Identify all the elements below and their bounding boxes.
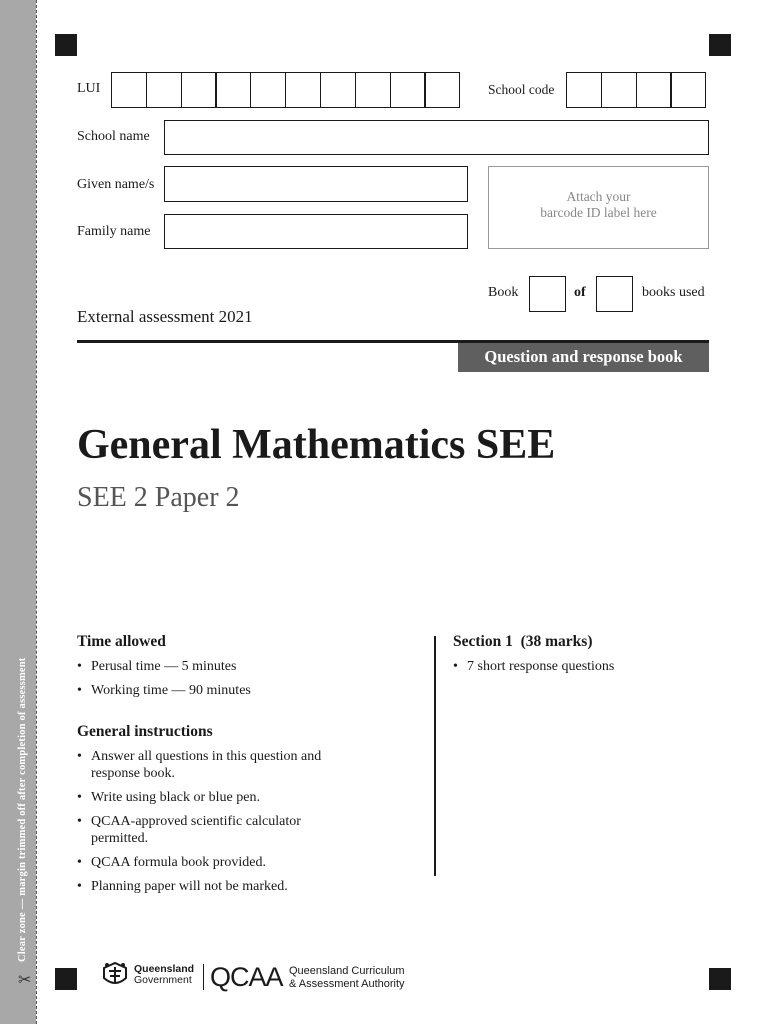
school-code-cell[interactable] [601,72,637,108]
lui-cell[interactable] [424,72,460,108]
barcode-text-line2: barcode ID label here [540,205,657,220]
list-item: • Perusal time — 5 minutes [77,658,417,675]
list-item: • Planning paper will not be marked. [77,878,357,895]
barcode-label-area [488,166,709,249]
school-code-cell[interactable] [636,72,672,108]
of-label: of [574,285,586,300]
subject-title: General Mathematics SEE [77,422,556,468]
lui-cell[interactable] [215,72,251,108]
list-item: • Working time — 90 minutes [77,682,417,699]
registration-mark-top-right [709,34,731,56]
book-number-field[interactable] [529,276,566,312]
list-item: • Write using black or blue pen. [77,789,357,806]
lui-cell[interactable] [146,72,182,108]
registration-mark-bottom-left [55,968,77,990]
qcaa-name [289,965,405,990]
registration-mark-top-left [55,34,77,56]
school-code-input[interactable] [566,72,706,108]
queensland-crest-icon [100,960,130,990]
time-allowed-list [77,658,417,706]
trim-line [36,0,37,1024]
general-instructions-heading: General instructions [77,723,213,740]
list-item: • 7 short response questions [453,658,703,675]
lui-input[interactable] [111,72,460,108]
queensland-government-logo [134,964,194,986]
lui-label: LUI [77,81,101,96]
given-names-label: Given name/s [77,177,155,192]
registration-mark-bottom-right [709,968,731,990]
lui-cell[interactable] [181,72,217,108]
time-allowed-heading: Time allowed [77,633,166,650]
given-names-field[interactable] [164,166,468,202]
general-instructions-list [77,748,357,902]
section-1-list [453,658,703,682]
school-name-field[interactable] [164,120,709,155]
list-item: • QCAA-approved scientific calculator permitted. [77,813,357,847]
lui-cell[interactable] [285,72,321,108]
school-code-cell[interactable] [566,72,602,108]
barcode-text-line1: Attach your [566,189,631,204]
assessment-year: External assessment 2021 [77,307,253,326]
family-name-field[interactable] [164,214,468,249]
qcaa-name-line1: Queensland Curriculum [289,965,405,977]
qld-gov-line1: Queensland [134,963,195,975]
school-name-label: School name [77,129,150,144]
lui-cell[interactable] [355,72,391,108]
paper-subtitle: SEE 2 Paper 2 [77,482,240,513]
clear-zone-text: Clear zone — margin trimmed off after completion of assessment [17,657,28,962]
qld-gov-line2: Government [134,974,192,986]
logo-divider [203,964,204,990]
qcaa-logo: QCAA [210,962,283,992]
lui-cell[interactable] [250,72,286,108]
section-1-heading: Section 1 (38 marks) [453,633,593,650]
lui-cell[interactable] [111,72,147,108]
books-used-label: books used [642,285,705,300]
books-total-field[interactable] [596,276,633,312]
lui-cell[interactable] [390,72,426,108]
book-label: Book [488,285,519,300]
list-item: • Answer all questions in this question and response book. [77,748,357,782]
scissors-icon: ✂ [18,970,32,989]
family-name-label: Family name [77,224,151,239]
school-code-cell[interactable] [670,72,706,108]
school-code-label: School code [488,82,555,97]
list-item: • QCAA formula book provided. [77,854,357,871]
book-type-banner: Question and response book [458,343,709,372]
lui-cell[interactable] [320,72,356,108]
column-divider [434,636,436,876]
qcaa-name-line2: & Assessment Authority [289,977,405,990]
